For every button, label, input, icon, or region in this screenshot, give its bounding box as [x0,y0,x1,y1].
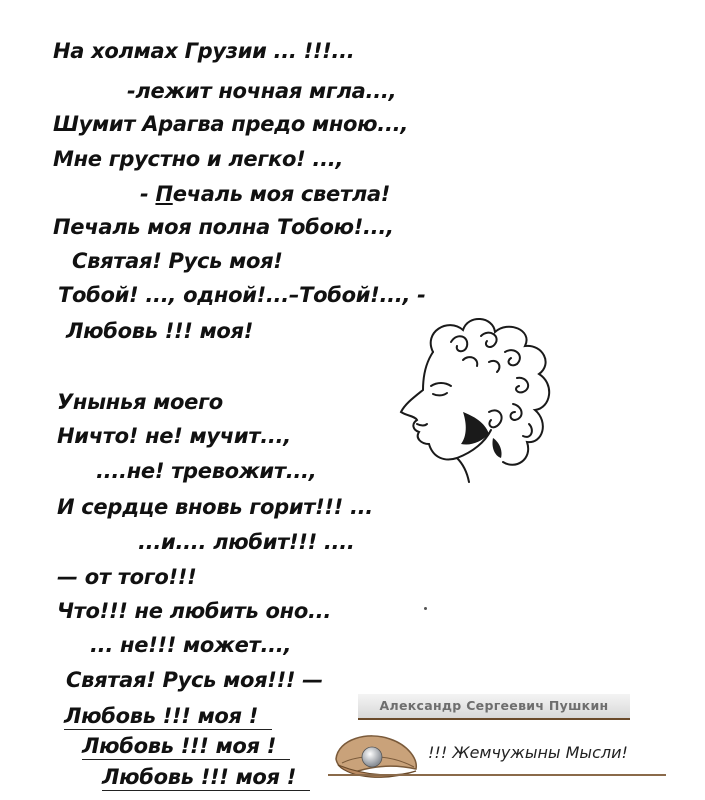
author-name-plate: Александр Сергеевич Пушкин [358,694,630,720]
poem-line: -лежит ночная мгла..., [127,79,397,103]
poem-line: Унынья моего [57,390,223,414]
signature-block [328,680,668,790]
poem-line: Любовь !!! моя! [66,319,254,343]
poem-line: Святая! Русь моя!!! — [66,668,323,692]
poem-line: Любовь !!! моя ! [102,764,310,791]
poem-line: На холмах Грузии ... !!!... [53,39,355,63]
poem-line: Любовь !!! моя ! [82,733,290,760]
pearls-caption: !!! Жемчужыны Мысли! [428,743,628,762]
poem-line: ...и.... любит!!! .... [138,530,355,554]
poem-line: Печаль моя полна Тобою!..., [53,215,394,239]
poem-line: Любовь !!! моя ! [64,703,272,730]
poem-line: Мне грустно и легко! ..., [53,147,344,171]
pearl-shell-icon [328,725,428,785]
poem-line: Святая! Русь моя! [72,249,283,273]
poem-line: Что!!! не любить оно... [57,599,332,623]
poem-line: Ничто! не! мучит..., [57,424,291,448]
poem-line: ....не! тревожит..., [96,459,317,483]
poem-line: — от того!!! [57,565,197,589]
poem-line: И сердце вновь горит!!! ... [57,495,373,519]
poem-line: Тобой! ..., одной!...–Тобой!..., - [58,283,426,307]
stray-dot [424,607,427,610]
poem-line: ... не!!! может..., [90,633,292,657]
poem-line: - Печаль моя светла! [140,182,391,206]
caption-divider [328,774,666,776]
poem-line: Шумит Арагва предо мною..., [53,112,409,136]
portrait-sketch [393,312,563,487]
